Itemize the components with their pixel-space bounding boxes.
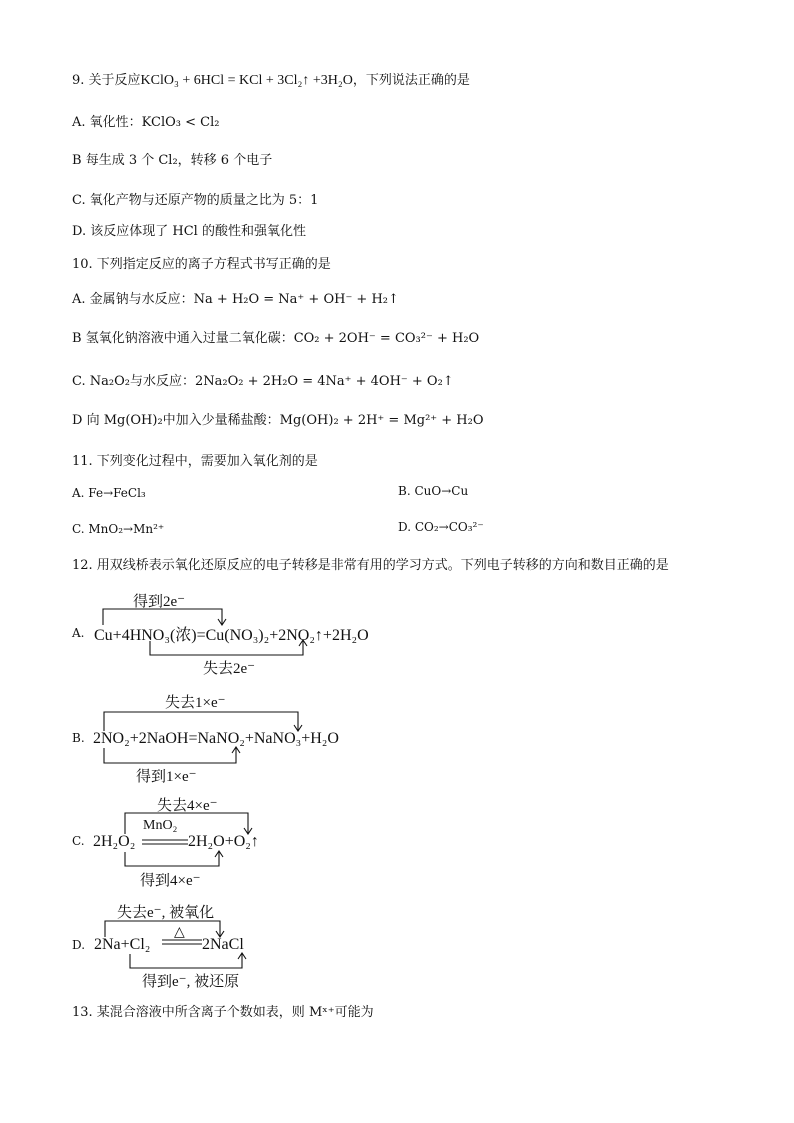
q10-option-d xyxy=(72,412,484,430)
q12-b-equation: 2NO₂+2NaOH=NaNO₂+NaNO₃+H₂O xyxy=(93,730,339,747)
q12-c-top-label: 失去4×e⁻ xyxy=(157,798,218,814)
q12-d-letter: D. xyxy=(72,938,86,952)
option-letter: A. xyxy=(72,486,89,500)
option-letter: D. xyxy=(72,224,91,239)
q11-option-d xyxy=(398,520,484,534)
q12-d-bottom-label: 得到e⁻, 被还原 xyxy=(142,974,240,990)
q13-stem: 13. 某混合溶液中所含离子个数如表，则 Mˣ⁺可能为 xyxy=(72,1005,374,1020)
q12-d-equation-left: 2Na+Cl₂ xyxy=(94,936,151,953)
q10-option-a xyxy=(72,291,399,309)
q12-d-top-label: 失去e⁻, 被氧化 xyxy=(117,905,215,921)
q12-c-equation-right: 2H₂O+O₂↑ xyxy=(188,833,259,850)
q12-a-bottom-label: 失去2e⁻ xyxy=(203,661,256,677)
option-letter: B xyxy=(72,153,86,168)
option-text: 金属钠与水反应：Na + H₂O = Na⁺ + OH⁻ + H₂↑ xyxy=(89,292,399,307)
q12-b-top-label: 失去1×e⁻ xyxy=(165,695,226,711)
option-letter: C. xyxy=(72,193,90,208)
option-letter: C. xyxy=(72,374,90,389)
option-text: 氧化性：KClO₃ < Cl₂ xyxy=(89,115,220,130)
q12-stem: 12. 用双线桥表示氧化还原反应的电子转移是非常有用的学习方式。下列电子转移的方向和数目正确的是 xyxy=(72,558,669,573)
q11-stem: 11. 下列变化过程中，需要加入氧化剂的是 xyxy=(72,454,318,469)
q9-option-a xyxy=(72,114,219,132)
option-letter: D. xyxy=(398,520,415,534)
q12-c-equation-left: 2H₂O₂ xyxy=(93,833,136,850)
option-text: CO₂→CO₃²⁻ xyxy=(414,520,484,534)
q12-c-letter: C. xyxy=(72,834,85,848)
q12-d-condition: △ xyxy=(174,925,185,940)
q9-option-c xyxy=(72,192,318,210)
option-text: 氧化产物与还原产物的质量之比为 5：1 xyxy=(89,193,319,208)
option-text: 该反应体现了 HCl 的酸性和强氧化性 xyxy=(90,224,306,239)
option-letter: A. xyxy=(72,115,90,130)
q9-stem xyxy=(72,72,470,90)
option-text: 氢氧化钠溶液中通入过量二氧化碳：CO₂ + 2OH⁻ = CO₃²⁻ + H₂O xyxy=(85,331,480,346)
option-text: Na₂O₂与水反应：2Na₂O₂ + 2H₂O = 4Na⁺ + 4OH⁻ + O₂↑ xyxy=(89,374,454,389)
option-letter: B xyxy=(72,331,86,346)
q11-option-b xyxy=(398,484,468,498)
option-text: CuO→Cu xyxy=(414,484,469,498)
option-letter: D xyxy=(72,413,87,428)
option-letter: A. xyxy=(72,292,90,307)
q9-stem-suffix: ，下列说法正确的是 xyxy=(352,73,470,88)
q10-stem: 10. 下列指定反应的离子方程式书写正确的是 xyxy=(72,257,331,272)
q12-c-bottom-label: 得到4×e⁻ xyxy=(140,873,201,889)
q9-option-d xyxy=(72,223,306,241)
q12-a-top-label: 得到2e⁻ xyxy=(133,594,186,610)
q12-d-equation-right: 2NaCl xyxy=(202,936,244,953)
q12-a-equation: Cu+4HNO₃(浓)=Cu(NO₃)₂+2NO₂↑+2H₂O xyxy=(94,627,369,644)
option-text: 每生成 3 个 Cl₂，转移 6 个电子 xyxy=(85,153,273,168)
q12-a-letter: A. xyxy=(72,626,85,640)
option-text: MnO₂→Mn²⁺ xyxy=(88,522,165,536)
option-text: Fe→FeCl₃ xyxy=(88,486,146,500)
option-text: 向 Mg(OH)₂中加入少量稀盐酸：Mg(OH)₂ + 2H⁺ = Mg²⁺ + H₂O xyxy=(86,413,484,428)
q9-stem-prefix: 9. 关于反应 xyxy=(72,73,141,88)
option-letter: B. xyxy=(398,484,415,498)
q11-option-c xyxy=(72,520,164,538)
option-letter: C. xyxy=(72,522,89,536)
q9-option-b xyxy=(72,152,272,170)
q10-option-b xyxy=(72,330,479,348)
q10-option-c xyxy=(72,373,454,391)
q11-option-a xyxy=(72,484,146,502)
q12-b-bottom-label: 得到1×e⁻ xyxy=(136,769,197,785)
q9-equation: KClO₃ + 6HCl = KCl + 3Cl₂↑ +3H₂O xyxy=(140,73,353,88)
q12-c-catalyst: MnO₂ xyxy=(143,818,178,833)
q12-b-letter: B. xyxy=(72,731,85,745)
